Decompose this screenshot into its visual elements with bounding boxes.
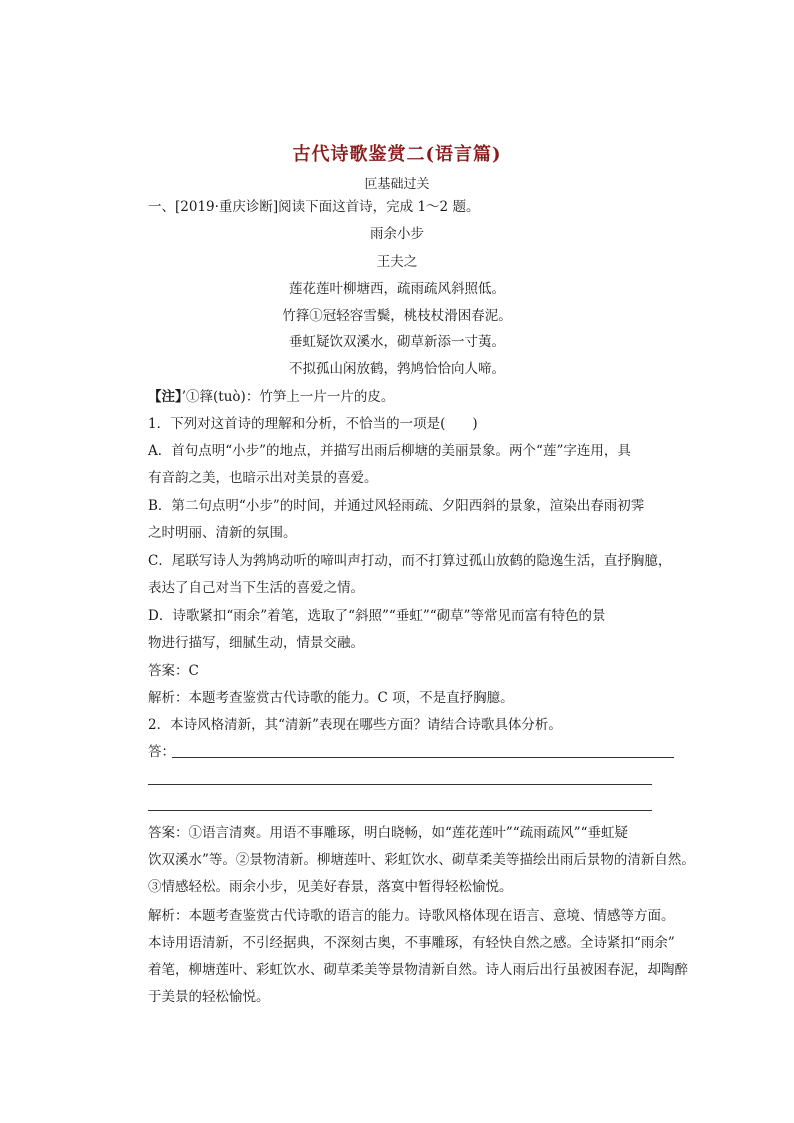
q2-analysis: 解析：本题考查鉴赏古代诗歌的语言的能力。诗歌风格体现在语言、意境、情感等方面。 [148,908,675,924]
q2-stem: 2．本诗风格清新，其“清新”表现在哪些方面？请结合诗歌具体分析。 [148,717,562,733]
q1-answer: 答案：C [148,663,199,679]
q1-stem: 1．下列对这首诗的理解和分析，不恰当的一项是( ) [148,416,478,432]
q1-option-b: B．第二句点明“小步”的时间，并通过风轻雨疏、夕阳西斜的景象，渲染出春雨初霁 [148,498,645,514]
q2-answer: 答案：①语言清爽。用语不事雕琢，明白晓畅，如“莲花莲叶”“疏雨疏风”“垂虹疑 [148,825,629,841]
q2-answer-cont: 饮双溪水”等。②景物清新。柳塘莲叶、彩虹饮水、砌草柔美等描绘出雨后景物的清新自然。 [148,852,695,868]
section-subheading: 叵基础过关 [364,177,430,192]
q1-option-c: C．尾联写诗人为鹁鸠动听的啼叫声打动，而不打算过孤山放鹤的隐逸生活，直抒胸臆， [148,553,672,569]
poem-author: 王夫之 [376,254,418,270]
question-intro: 一、[2019·重庆诊断]阅读下面这首诗，完成 1～2 题。 [148,199,480,215]
annotation-note [148,388,394,406]
q1-analysis: 解析：本题考查鉴赏古代诗歌的能力。C 项，不是直抒胸臆。 [148,690,514,706]
note-text: ’①箨(tuò)：竹笋上一片一片的皮。 [181,389,395,405]
answer-blank-line[interactable] [148,784,652,785]
q1-option-a: A．首句点明“小步”的地点，并描写出雨后柳塘的美丽景象。两个“莲”字连用，具 [148,443,631,459]
q1-option-d: D．诗歌紧扣“雨余”着笔，选取了“斜照”“垂虹”“砌草”等常见而富有特色的景 [148,608,606,624]
poem-title: 雨余小步 [370,226,424,242]
q1-option-b-cont: 之时明丽、清新的氛围。 [148,525,297,541]
note-label: 【注】 [148,389,182,405]
answer-blank-line[interactable] [148,810,652,811]
answer-blank-line[interactable] [172,757,674,758]
q2-answer-label: 答： [148,744,175,760]
q2-analysis-cont: 于美景的轻松愉悦。 [148,989,270,1005]
poem-line: 竹箨①冠轻容雪鬓，桃枝杖滑困春泥。 [282,308,512,324]
poem-line: 垂虹疑饮双溪水，砌草新添一寸荑。 [289,334,505,350]
q1-option-d-cont: 物进行描写，细腻生动，情景交融。 [148,635,364,651]
poem-line: 不拟孤山闲放鹤，鹁鸠恰恰向人啼。 [289,361,505,377]
page-title: 古代诗歌鉴赏二(语言篇) [292,144,502,165]
q1-option-a-cont: 有音韵之美，也暗示出对美景的喜爱。 [148,470,378,486]
q2-answer-cont: ③情感轻松。雨余小步，见美好春景，落寞中暂得轻松愉悦。 [148,879,513,895]
poem-line: 莲花莲叶柳塘西，疏雨疏风斜照低。 [289,281,505,297]
q2-analysis-cont: 着笔，柳塘莲叶、彩虹饮水、砌草柔美等景物清新自然。诗人雨后出行虽被困春泥，却陶醉 [148,962,688,978]
q2-analysis-cont: 本诗用语清新，不引经据典，不深刻古奥，不事雕琢，有轻快自然之感。全诗紧扣“雨余” [148,935,675,951]
q1-option-c-cont: 表达了自己对当下生活的喜爱之情。 [148,580,364,596]
